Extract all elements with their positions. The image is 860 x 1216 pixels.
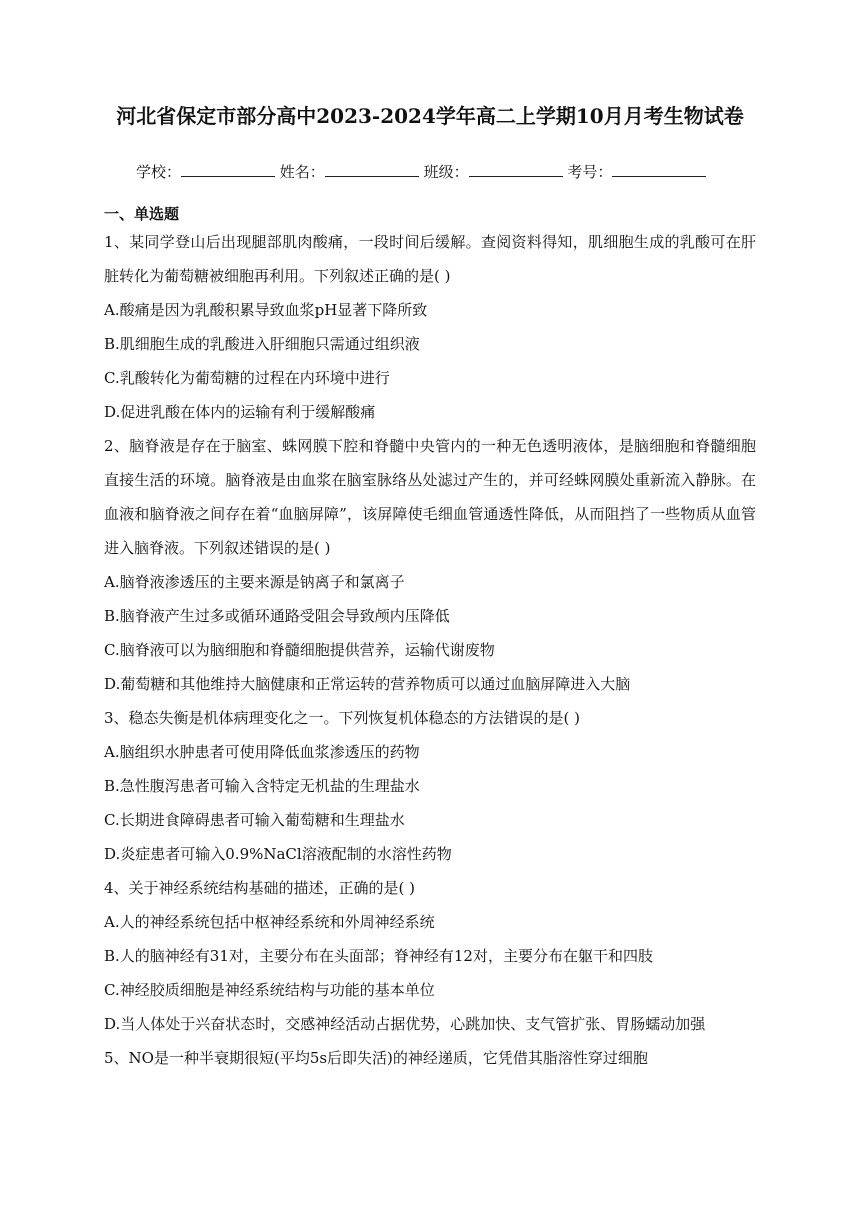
option-c: C.乳酸转化为葡萄糖的过程在内环境中进行 [104, 369, 390, 387]
class-label: 班级： [423, 163, 469, 181]
option-d: D.当人体处于兴奋状态时，交感神经活动占据优势，心跳加快、支气管扩张、胃肠蠕动加强 [104, 1015, 706, 1033]
option-b: B.肌细胞生成的乳酸进入肝细胞只需通过组织液 [104, 335, 420, 353]
option-c: C.脑脊液可以为脑细胞和脊髓细胞提供营养，运输代谢废物 [104, 641, 495, 659]
number-label: 考号： [567, 163, 613, 181]
option-d: D.葡萄糖和其他维持大脑健康和正常运转的营养物质可以通过血脑屏障进入大脑 [104, 675, 631, 693]
question-3 [104, 701, 756, 871]
student-info-row [136, 161, 706, 183]
question-5 [104, 1041, 756, 1075]
option-a: A.脑组织水肿患者可使用降低血浆渗透压的药物 [104, 743, 420, 761]
question-4 [104, 871, 756, 1041]
option-a: A.脑脊液渗透压的主要来源是钠离子和氯离子 [104, 573, 405, 591]
school-blank [181, 161, 275, 177]
option-c: C.神经胶质细胞是神经系统结构与功能的基本单位 [104, 981, 435, 999]
section-title: 一、单选题 [104, 205, 180, 223]
question-list [104, 225, 756, 1075]
option-b: B.急性腹泻患者可输入含特定无机盐的生理盐水 [104, 777, 420, 795]
question-stem: 5、NO是一种半衰期很短(平均5s后即失活)的神经递质，它凭借其脂溶性穿过细胞 [104, 1049, 648, 1067]
name-blank [325, 161, 419, 177]
option-a: A.酸痛是因为乳酸积累导致血浆pH显著下降所致 [104, 301, 428, 319]
question-2 [104, 429, 756, 701]
name-label: 姓名： [279, 163, 325, 181]
option-b: B.脑脊液产生过多或循环通路受阻会导致颅内压降低 [104, 607, 450, 625]
question-stem: 2、脑脊液是存在于脑室、蛛网膜下腔和脊髓中央管内的一种无色透明液体，是脑细胞和脊髓细胞直接生活的环境。脑脊液是由血浆在脑室脉络丛处滤过产生的，并可经蛛网膜处重新流入静脉。在血液和脑脊液之间存在着“血脑屏障”，该屏障使毛细血管通透性降低，从而阻挡了一些物质从血管进入脑脊液。下列叙述错误的是( ) [104, 437, 756, 557]
option-d: D.炎症患者可输入0.9%NaCl溶液配制的水溶性药物 [104, 845, 452, 863]
option-b: B.人的脑神经有31对，主要分布在头面部；脊神经有12对，主要分布在躯干和四肢 [104, 947, 653, 965]
school-label: 学校： [136, 163, 182, 181]
option-a: A.人的神经系统包括中枢神经系统和外周神经系统 [104, 913, 435, 931]
option-c: C.长期进食障碍患者可输入葡萄糖和生理盐水 [104, 811, 405, 829]
class-blank [469, 161, 563, 177]
exam-title: 河北省保定市部分高中2023-2024学年高二上学期10月月考生物试卷 [116, 104, 744, 128]
number-blank [612, 161, 706, 177]
question-stem: 4、关于神经系统结构基础的描述，正确的是( ) [104, 879, 416, 897]
question-1 [104, 225, 756, 429]
question-stem: 3、稳态失衡是机体病理变化之一。下列恢复机体稳态的方法错误的是( ) [104, 709, 581, 727]
question-stem: 1、某同学登山后出现腿部肌肉酸痛，一段时间后缓解。查阅资料得知，肌细胞生成的乳酸可在肝脏转化为葡萄糖被细胞再利用。下列叙述正确的是( ) [104, 233, 756, 285]
option-d: D.促进乳酸在体内的运输有利于缓解酸痛 [104, 403, 376, 421]
